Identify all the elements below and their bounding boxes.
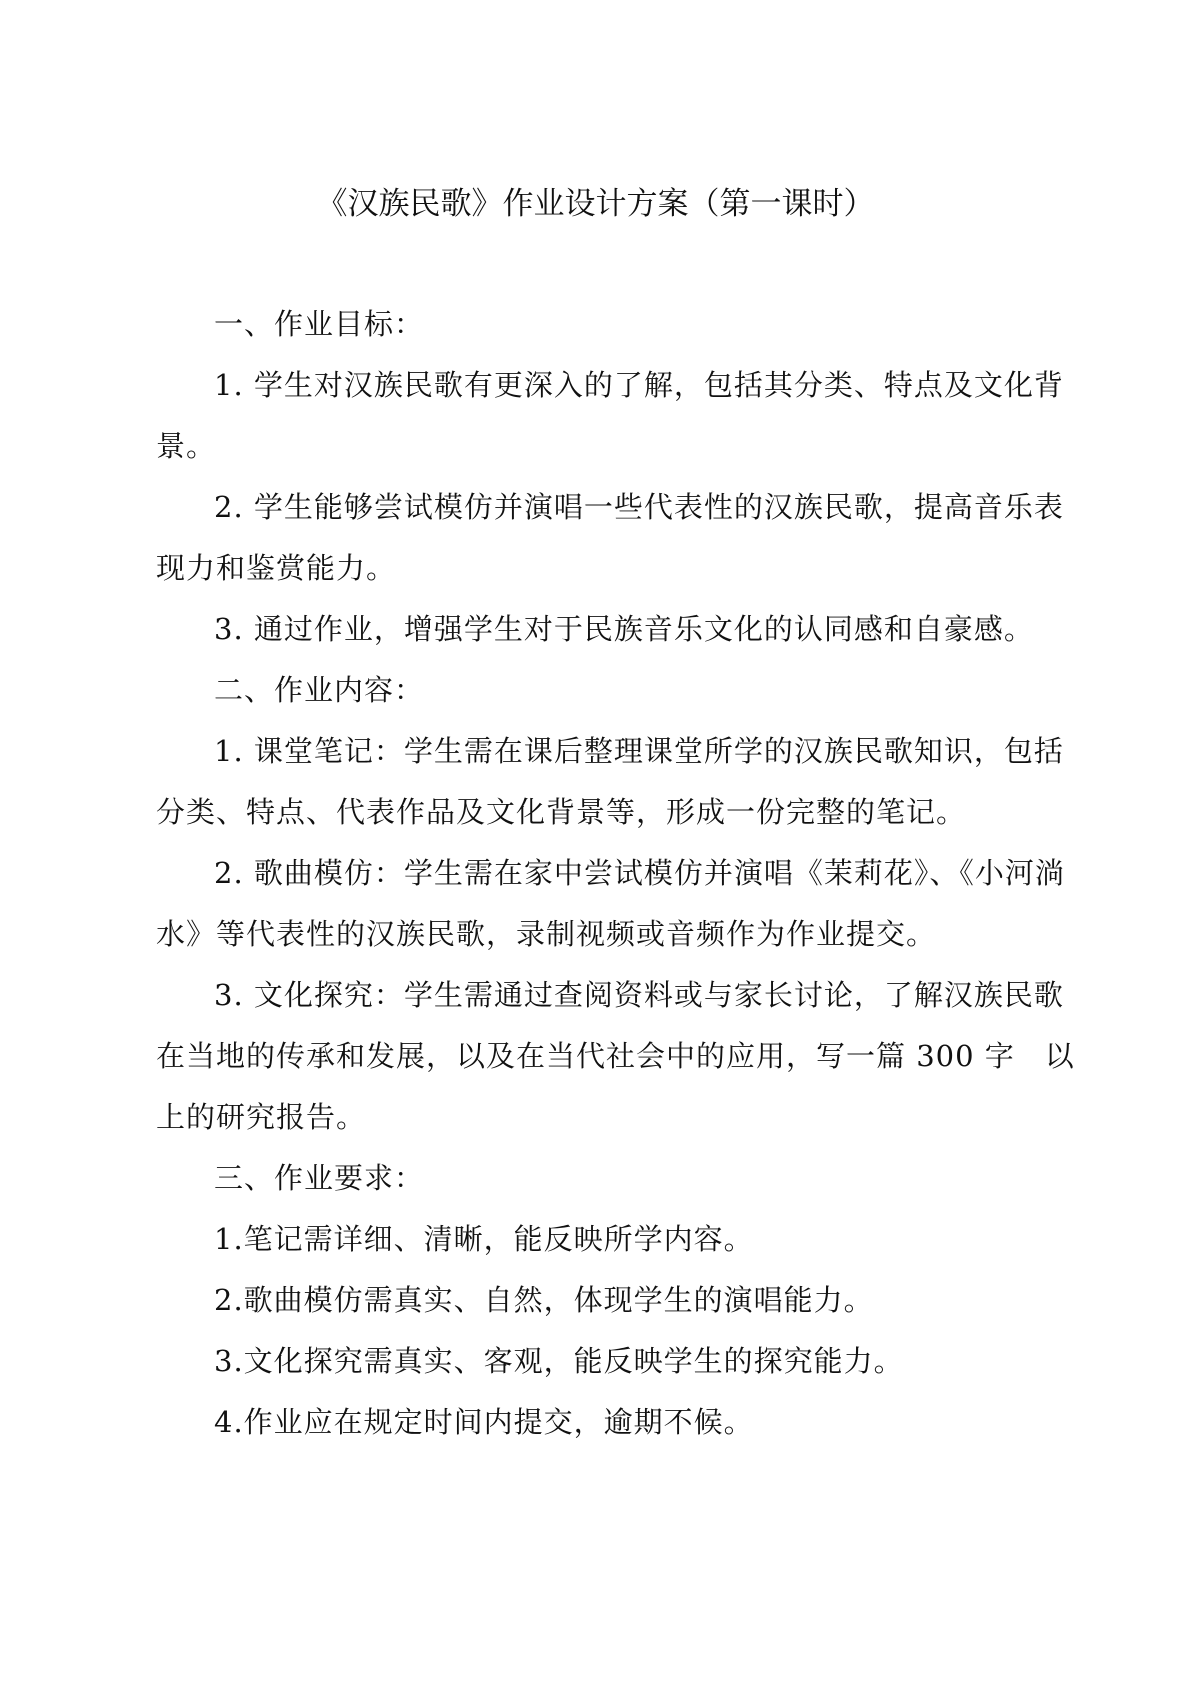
goal-item-2: 2. 学生能够尝试模仿并演唱一些代表性的汉族民歌，提高音乐表现力和鉴赏能力。 (156, 490, 1064, 585)
requirement-item-1: 1.笔记需详细、清晰，能反映所学内容。 (214, 1222, 754, 1256)
content-item-2: 2. 歌曲模仿：学生需在家中尝试模仿并演唱《茉莉花》、《小河淌水》等代表性的汉族民歌，录制视频或音频作为作业提交。 (156, 856, 1065, 951)
goal-item-1: 1. 学生对汉族民歌有更深入的了解，包括其分类、特点及文化背景。 (156, 368, 1064, 463)
document-title: 《汉族民歌》作业设计方案（第一课时） (316, 186, 875, 222)
content-item-1: 1. 课堂笔记：学生需在课后整理课堂所学的汉族民歌知识，包括分类、特点、代表作品及文化背景等，形成一份完整的笔记。 (156, 734, 1064, 829)
goal-item-3: 3. 通过作业，增强学生对于民族音乐文化的认同感和自豪感。 (214, 612, 1034, 646)
requirement-item-2: 2.歌曲模仿需真实、自然，体现学生的演唱能力。 (214, 1283, 874, 1317)
requirement-item-3: 3.文化探究需真实、客观，能反映学生的探究能力。 (214, 1344, 904, 1378)
section-heading-requirements: 三、作业要求： (214, 1161, 425, 1195)
requirement-item-4: 4.作业应在规定时间内提交，逾期不候。 (214, 1405, 754, 1439)
content-item-3: 3. 文化探究：学生需通过查阅资料或与家长讨论，了解汉族民歌在当地的传承和发展，以及在当代社会中的应用，写一篇 300 字 以上的研究报告。 (156, 978, 1075, 1134)
section-heading-goals: 一、作业目标： (214, 307, 425, 341)
section-heading-content: 二、作业内容： (214, 673, 425, 707)
document-body (156, 294, 1076, 1453)
